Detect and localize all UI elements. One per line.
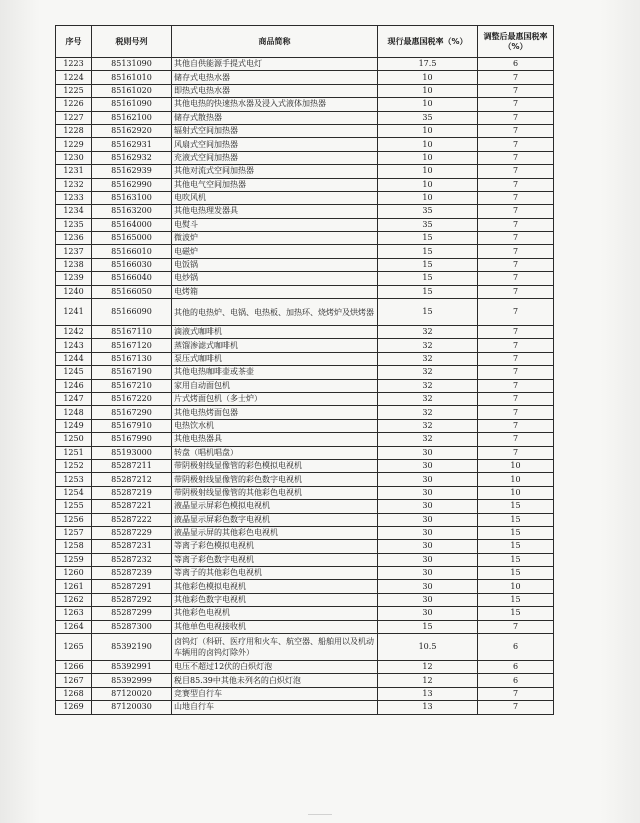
cell-seq: 1266 <box>56 661 92 674</box>
cell-name: 其他电热咖啡壶或茶壶 <box>172 366 378 379</box>
cell-code: 85167910 <box>92 419 172 432</box>
cell-name: 充液式空间加热器 <box>172 151 378 164</box>
cell-name: 泵压式咖啡机 <box>172 352 378 365</box>
cell-code: 85163200 <box>92 205 172 218</box>
cell-current-rate: 10 <box>378 124 478 137</box>
cell-name: 其他的电热炉、电锅、电热板、加热环、烧烤炉及烘烤器 <box>172 299 378 326</box>
header-seq: 序号 <box>56 26 92 58</box>
table-row <box>56 258 554 271</box>
cell-adjusted-rate: 7 <box>478 446 554 459</box>
header-name: 商品简称 <box>172 26 378 58</box>
cell-code: 85287232 <box>92 553 172 566</box>
cell-current-rate: 10 <box>378 151 478 164</box>
cell-code: 87120020 <box>92 687 172 700</box>
page-footer-mark <box>308 814 332 821</box>
table-row <box>56 379 554 392</box>
cell-seq: 1246 <box>56 379 92 392</box>
cell-code: 85162100 <box>92 111 172 124</box>
table-row <box>56 513 554 526</box>
cell-adjusted-rate: 7 <box>478 272 554 285</box>
cell-seq: 1241 <box>56 299 92 326</box>
table-row <box>56 661 554 674</box>
table-row <box>56 191 554 204</box>
cell-seq: 1229 <box>56 138 92 151</box>
cell-adjusted-rate: 6 <box>478 674 554 687</box>
cell-adjusted-rate: 7 <box>478 285 554 298</box>
cell-adjusted-rate: 7 <box>478 352 554 365</box>
cell-name: 其他电热烤面包器 <box>172 406 378 419</box>
cell-current-rate: 30 <box>378 446 478 459</box>
table-row <box>56 71 554 84</box>
table-row <box>56 392 554 405</box>
cell-adjusted-rate: 6 <box>478 634 554 661</box>
cell-code: 85162939 <box>92 165 172 178</box>
cell-current-rate: 30 <box>378 580 478 593</box>
table-row <box>56 486 554 499</box>
cell-code: 85287229 <box>92 526 172 539</box>
cell-code: 85165000 <box>92 232 172 245</box>
cell-adjusted-rate: 7 <box>478 191 554 204</box>
header-current-rate: 现行最惠国税率（%） <box>378 26 478 58</box>
cell-adjusted-rate: 7 <box>478 111 554 124</box>
cell-current-rate: 15 <box>378 620 478 633</box>
cell-code: 85287219 <box>92 486 172 499</box>
cell-seq: 1225 <box>56 84 92 97</box>
cell-current-rate: 35 <box>378 218 478 231</box>
cell-code: 85287292 <box>92 593 172 606</box>
cell-code: 85167130 <box>92 352 172 365</box>
cell-code: 85162931 <box>92 138 172 151</box>
cell-seq: 1234 <box>56 205 92 218</box>
cell-seq: 1228 <box>56 124 92 137</box>
cell-seq: 1237 <box>56 245 92 258</box>
cell-current-rate: 35 <box>378 111 478 124</box>
cell-seq: 1262 <box>56 593 92 606</box>
table-row <box>56 366 554 379</box>
table-row <box>56 526 554 539</box>
cell-current-rate: 30 <box>378 513 478 526</box>
cell-name: 其他电气空间加热器 <box>172 178 378 191</box>
cell-current-rate: 15 <box>378 258 478 271</box>
tariff-table <box>55 25 554 715</box>
cell-seq: 1256 <box>56 513 92 526</box>
cell-name: 液晶显示屏的其他彩色电视机 <box>172 526 378 539</box>
table-row <box>56 567 554 580</box>
cell-code: 85193000 <box>92 446 172 459</box>
cell-current-rate: 30 <box>378 567 478 580</box>
cell-adjusted-rate: 15 <box>478 500 554 513</box>
cell-adjusted-rate: 15 <box>478 593 554 606</box>
cell-adjusted-rate: 7 <box>478 124 554 137</box>
cell-adjusted-rate: 7 <box>478 620 554 633</box>
cell-seq: 1252 <box>56 459 92 472</box>
cell-code: 85161010 <box>92 71 172 84</box>
cell-current-rate: 10 <box>378 165 478 178</box>
header-row <box>56 26 554 58</box>
cell-code: 85287299 <box>92 607 172 620</box>
table-row <box>56 218 554 231</box>
cell-seq: 1244 <box>56 352 92 365</box>
table-row <box>56 124 554 137</box>
header-code: 税则号列 <box>92 26 172 58</box>
cell-seq: 1248 <box>56 406 92 419</box>
cell-adjusted-rate: 7 <box>478 178 554 191</box>
cell-name: 其他自供能源手提式电灯 <box>172 58 378 71</box>
cell-seq: 1242 <box>56 326 92 339</box>
cell-adjusted-rate: 15 <box>478 567 554 580</box>
cell-code: 85131090 <box>92 58 172 71</box>
cell-code: 87120030 <box>92 701 172 714</box>
table-body <box>56 58 554 715</box>
cell-seq: 1249 <box>56 419 92 432</box>
table-row <box>56 326 554 339</box>
cell-adjusted-rate: 7 <box>478 165 554 178</box>
cell-name: 家用自动面包机 <box>172 379 378 392</box>
cell-current-rate: 30 <box>378 593 478 606</box>
table-row <box>56 165 554 178</box>
cell-current-rate: 32 <box>378 379 478 392</box>
cell-seq: 1265 <box>56 634 92 661</box>
cell-adjusted-rate: 7 <box>478 419 554 432</box>
table-header <box>56 26 554 58</box>
cell-current-rate: 10 <box>378 138 478 151</box>
cell-adjusted-rate: 7 <box>478 138 554 151</box>
cell-code: 85287221 <box>92 500 172 513</box>
cell-code: 85166030 <box>92 258 172 271</box>
cell-seq: 1233 <box>56 191 92 204</box>
table-row <box>56 580 554 593</box>
table-row <box>56 540 554 553</box>
cell-seq: 1239 <box>56 272 92 285</box>
cell-code: 85167120 <box>92 339 172 352</box>
table-row <box>56 419 554 432</box>
cell-seq: 1240 <box>56 285 92 298</box>
cell-seq: 1245 <box>56 366 92 379</box>
table-row <box>56 339 554 352</box>
cell-current-rate: 15 <box>378 232 478 245</box>
cell-adjusted-rate: 7 <box>478 326 554 339</box>
cell-code: 85166040 <box>92 272 172 285</box>
cell-name: 风扇式空间加热器 <box>172 138 378 151</box>
cell-adjusted-rate: 10 <box>478 473 554 486</box>
cell-name: 卤钨灯（科研、医疗用和火车、航空器、船舶用以及机动车辆用的卤钨灯除外） <box>172 634 378 661</box>
cell-seq: 1235 <box>56 218 92 231</box>
cell-adjusted-rate: 7 <box>478 71 554 84</box>
table-row <box>56 446 554 459</box>
table-row <box>56 285 554 298</box>
cell-name: 微波炉 <box>172 232 378 245</box>
cell-adjusted-rate: 7 <box>478 406 554 419</box>
cell-name: 其他彩色电视机 <box>172 607 378 620</box>
cell-name: 辐射式空间加热器 <box>172 124 378 137</box>
cell-current-rate: 30 <box>378 473 478 486</box>
table-row <box>56 607 554 620</box>
cell-seq: 1259 <box>56 553 92 566</box>
cell-seq: 1226 <box>56 98 92 111</box>
cell-current-rate: 12 <box>378 661 478 674</box>
table-row <box>56 111 554 124</box>
cell-current-rate: 10 <box>378 71 478 84</box>
table-row <box>56 406 554 419</box>
table-row <box>56 84 554 97</box>
cell-seq: 1257 <box>56 526 92 539</box>
cell-current-rate: 32 <box>378 419 478 432</box>
cell-adjusted-rate: 15 <box>478 513 554 526</box>
cell-seq: 1231 <box>56 165 92 178</box>
cell-name: 电熨斗 <box>172 218 378 231</box>
cell-current-rate: 10.5 <box>378 634 478 661</box>
table-row <box>56 151 554 164</box>
cell-code: 85392999 <box>92 674 172 687</box>
cell-adjusted-rate: 7 <box>478 205 554 218</box>
cell-adjusted-rate: 15 <box>478 607 554 620</box>
cell-code: 85167110 <box>92 326 172 339</box>
cell-code: 85167210 <box>92 379 172 392</box>
cell-current-rate: 32 <box>378 339 478 352</box>
cell-code: 85287222 <box>92 513 172 526</box>
cell-name: 电饭锅 <box>172 258 378 271</box>
cell-code: 85162990 <box>92 178 172 191</box>
cell-current-rate: 12 <box>378 674 478 687</box>
cell-seq: 1261 <box>56 580 92 593</box>
cell-current-rate: 30 <box>378 607 478 620</box>
cell-code: 85287291 <box>92 580 172 593</box>
cell-name: 其他电热的快速热水器及浸入式液体加热器 <box>172 98 378 111</box>
table-row <box>56 459 554 472</box>
cell-current-rate: 15 <box>378 245 478 258</box>
cell-adjusted-rate: 7 <box>478 258 554 271</box>
cell-name: 其他彩色数字电视机 <box>172 593 378 606</box>
cell-current-rate: 30 <box>378 526 478 539</box>
cell-code: 85167290 <box>92 406 172 419</box>
cell-current-rate: 13 <box>378 701 478 714</box>
table-row <box>56 245 554 258</box>
cell-seq: 1254 <box>56 486 92 499</box>
table-row <box>56 473 554 486</box>
cell-adjusted-rate: 6 <box>478 58 554 71</box>
cell-code: 85162920 <box>92 124 172 137</box>
cell-name: 液晶显示屏彩色模拟电视机 <box>172 500 378 513</box>
cell-seq: 1247 <box>56 392 92 405</box>
cell-current-rate: 32 <box>378 406 478 419</box>
cell-current-rate: 10 <box>378 98 478 111</box>
cell-seq: 1264 <box>56 620 92 633</box>
cell-name: 其他对流式空间加热器 <box>172 165 378 178</box>
cell-adjusted-rate: 7 <box>478 701 554 714</box>
cell-current-rate: 32 <box>378 352 478 365</box>
cell-current-rate: 10 <box>378 178 478 191</box>
table-row <box>56 58 554 71</box>
cell-code: 85166050 <box>92 285 172 298</box>
cell-seq: 1251 <box>56 446 92 459</box>
cell-current-rate: 10 <box>378 191 478 204</box>
cell-code: 85287239 <box>92 567 172 580</box>
cell-current-rate: 30 <box>378 486 478 499</box>
cell-adjusted-rate: 7 <box>478 433 554 446</box>
cell-adjusted-rate: 7 <box>478 98 554 111</box>
cell-current-rate: 10 <box>378 84 478 97</box>
table-row <box>56 299 554 326</box>
cell-name: 等离子彩色数字电视机 <box>172 553 378 566</box>
cell-name: 竞赛型自行车 <box>172 687 378 700</box>
table-row <box>56 634 554 661</box>
cell-seq: 1269 <box>56 701 92 714</box>
cell-adjusted-rate: 15 <box>478 526 554 539</box>
cell-adjusted-rate: 7 <box>478 366 554 379</box>
table-row <box>56 687 554 700</box>
cell-name: 山地自行车 <box>172 701 378 714</box>
table-row <box>56 701 554 714</box>
cell-seq: 1227 <box>56 111 92 124</box>
cell-seq: 1260 <box>56 567 92 580</box>
cell-code: 85161090 <box>92 98 172 111</box>
cell-code: 85161020 <box>92 84 172 97</box>
table-row <box>56 272 554 285</box>
table-row <box>56 620 554 633</box>
cell-adjusted-rate: 7 <box>478 687 554 700</box>
cell-name: 其他电热理发器具 <box>172 205 378 218</box>
cell-current-rate: 32 <box>378 433 478 446</box>
cell-name: 等离子彩色模拟电视机 <box>172 540 378 553</box>
cell-seq: 1268 <box>56 687 92 700</box>
cell-adjusted-rate: 15 <box>478 540 554 553</box>
cell-adjusted-rate: 7 <box>478 299 554 326</box>
cell-seq: 1263 <box>56 607 92 620</box>
cell-seq: 1224 <box>56 71 92 84</box>
cell-seq: 1258 <box>56 540 92 553</box>
cell-current-rate: 35 <box>378 205 478 218</box>
cell-current-rate: 15 <box>378 272 478 285</box>
cell-seq: 1250 <box>56 433 92 446</box>
cell-adjusted-rate: 6 <box>478 661 554 674</box>
cell-name: 其他电热器具 <box>172 433 378 446</box>
header-adjusted-rate: 调整后最惠国税率（%） <box>478 26 554 58</box>
table-row <box>56 232 554 245</box>
cell-code: 85392991 <box>92 661 172 674</box>
cell-adjusted-rate: 7 <box>478 392 554 405</box>
cell-name: 电烤箱 <box>172 285 378 298</box>
cell-seq: 1238 <box>56 258 92 271</box>
table-row <box>56 352 554 365</box>
cell-name: 储存式散热器 <box>172 111 378 124</box>
cell-name: 蒸馏渗滤式咖啡机 <box>172 339 378 352</box>
cell-name: 等离子的其他彩色电视机 <box>172 567 378 580</box>
cell-adjusted-rate: 7 <box>478 232 554 245</box>
cell-code: 85167990 <box>92 433 172 446</box>
cell-name: 转盘（唱机唱盘） <box>172 446 378 459</box>
cell-seq: 1243 <box>56 339 92 352</box>
cell-name: 片式烤面包机（多士炉） <box>172 392 378 405</box>
cell-adjusted-rate: 10 <box>478 486 554 499</box>
cell-name: 税目85.39中其他未列名的白炽灯泡 <box>172 674 378 687</box>
cell-code: 85287211 <box>92 459 172 472</box>
cell-current-rate: 15 <box>378 285 478 298</box>
cell-current-rate: 17.5 <box>378 58 478 71</box>
table-row <box>56 674 554 687</box>
table-row <box>56 553 554 566</box>
cell-current-rate: 32 <box>378 392 478 405</box>
cell-code: 85167220 <box>92 392 172 405</box>
cell-adjusted-rate: 7 <box>478 218 554 231</box>
cell-seq: 1267 <box>56 674 92 687</box>
cell-name: 电热饮水机 <box>172 419 378 432</box>
cell-name: 电吹风机 <box>172 191 378 204</box>
cell-name: 带阴极射线显像管的其他彩色电视机 <box>172 486 378 499</box>
cell-seq: 1253 <box>56 473 92 486</box>
cell-name: 即热式电热水器 <box>172 84 378 97</box>
cell-seq: 1223 <box>56 58 92 71</box>
cell-current-rate: 13 <box>378 687 478 700</box>
table-row <box>56 205 554 218</box>
cell-code: 85287231 <box>92 540 172 553</box>
cell-adjusted-rate: 7 <box>478 379 554 392</box>
cell-name: 电磁炉 <box>172 245 378 258</box>
table-row <box>56 593 554 606</box>
cell-name: 带阴极射线显像管的彩色数字电视机 <box>172 473 378 486</box>
table-row <box>56 138 554 151</box>
cell-adjusted-rate: 7 <box>478 151 554 164</box>
cell-code: 85164000 <box>92 218 172 231</box>
cell-current-rate: 32 <box>378 326 478 339</box>
cell-name: 滴液式咖啡机 <box>172 326 378 339</box>
cell-code: 85392190 <box>92 634 172 661</box>
cell-code: 85163100 <box>92 191 172 204</box>
table-row <box>56 98 554 111</box>
cell-code: 85167190 <box>92 366 172 379</box>
cell-seq: 1230 <box>56 151 92 164</box>
cell-name: 电压不超过12伏的白炽灯泡 <box>172 661 378 674</box>
cell-code: 85287212 <box>92 473 172 486</box>
cell-code: 85162932 <box>92 151 172 164</box>
cell-name: 其他单色电视接收机 <box>172 620 378 633</box>
cell-adjusted-rate: 7 <box>478 339 554 352</box>
cell-current-rate: 30 <box>378 540 478 553</box>
cell-current-rate: 32 <box>378 366 478 379</box>
cell-adjusted-rate: 7 <box>478 245 554 258</box>
table-row <box>56 500 554 513</box>
cell-name: 带阴极射线显像管的彩色模拟电视机 <box>172 459 378 472</box>
cell-code: 85166090 <box>92 299 172 326</box>
cell-adjusted-rate: 10 <box>478 459 554 472</box>
cell-seq: 1232 <box>56 178 92 191</box>
cell-current-rate: 30 <box>378 459 478 472</box>
cell-name: 电炒锅 <box>172 272 378 285</box>
cell-seq: 1255 <box>56 500 92 513</box>
cell-current-rate: 30 <box>378 500 478 513</box>
cell-name: 液晶显示屏彩色数字电视机 <box>172 513 378 526</box>
cell-name: 其他彩色模拟电视机 <box>172 580 378 593</box>
cell-adjusted-rate: 7 <box>478 84 554 97</box>
cell-adjusted-rate: 15 <box>478 553 554 566</box>
table-row <box>56 178 554 191</box>
cell-code: 85166010 <box>92 245 172 258</box>
table-row <box>56 433 554 446</box>
cell-seq: 1236 <box>56 232 92 245</box>
cell-code: 85287300 <box>92 620 172 633</box>
cell-adjusted-rate: 10 <box>478 580 554 593</box>
cell-current-rate: 15 <box>378 299 478 326</box>
cell-name: 储存式电热水器 <box>172 71 378 84</box>
cell-current-rate: 30 <box>378 553 478 566</box>
